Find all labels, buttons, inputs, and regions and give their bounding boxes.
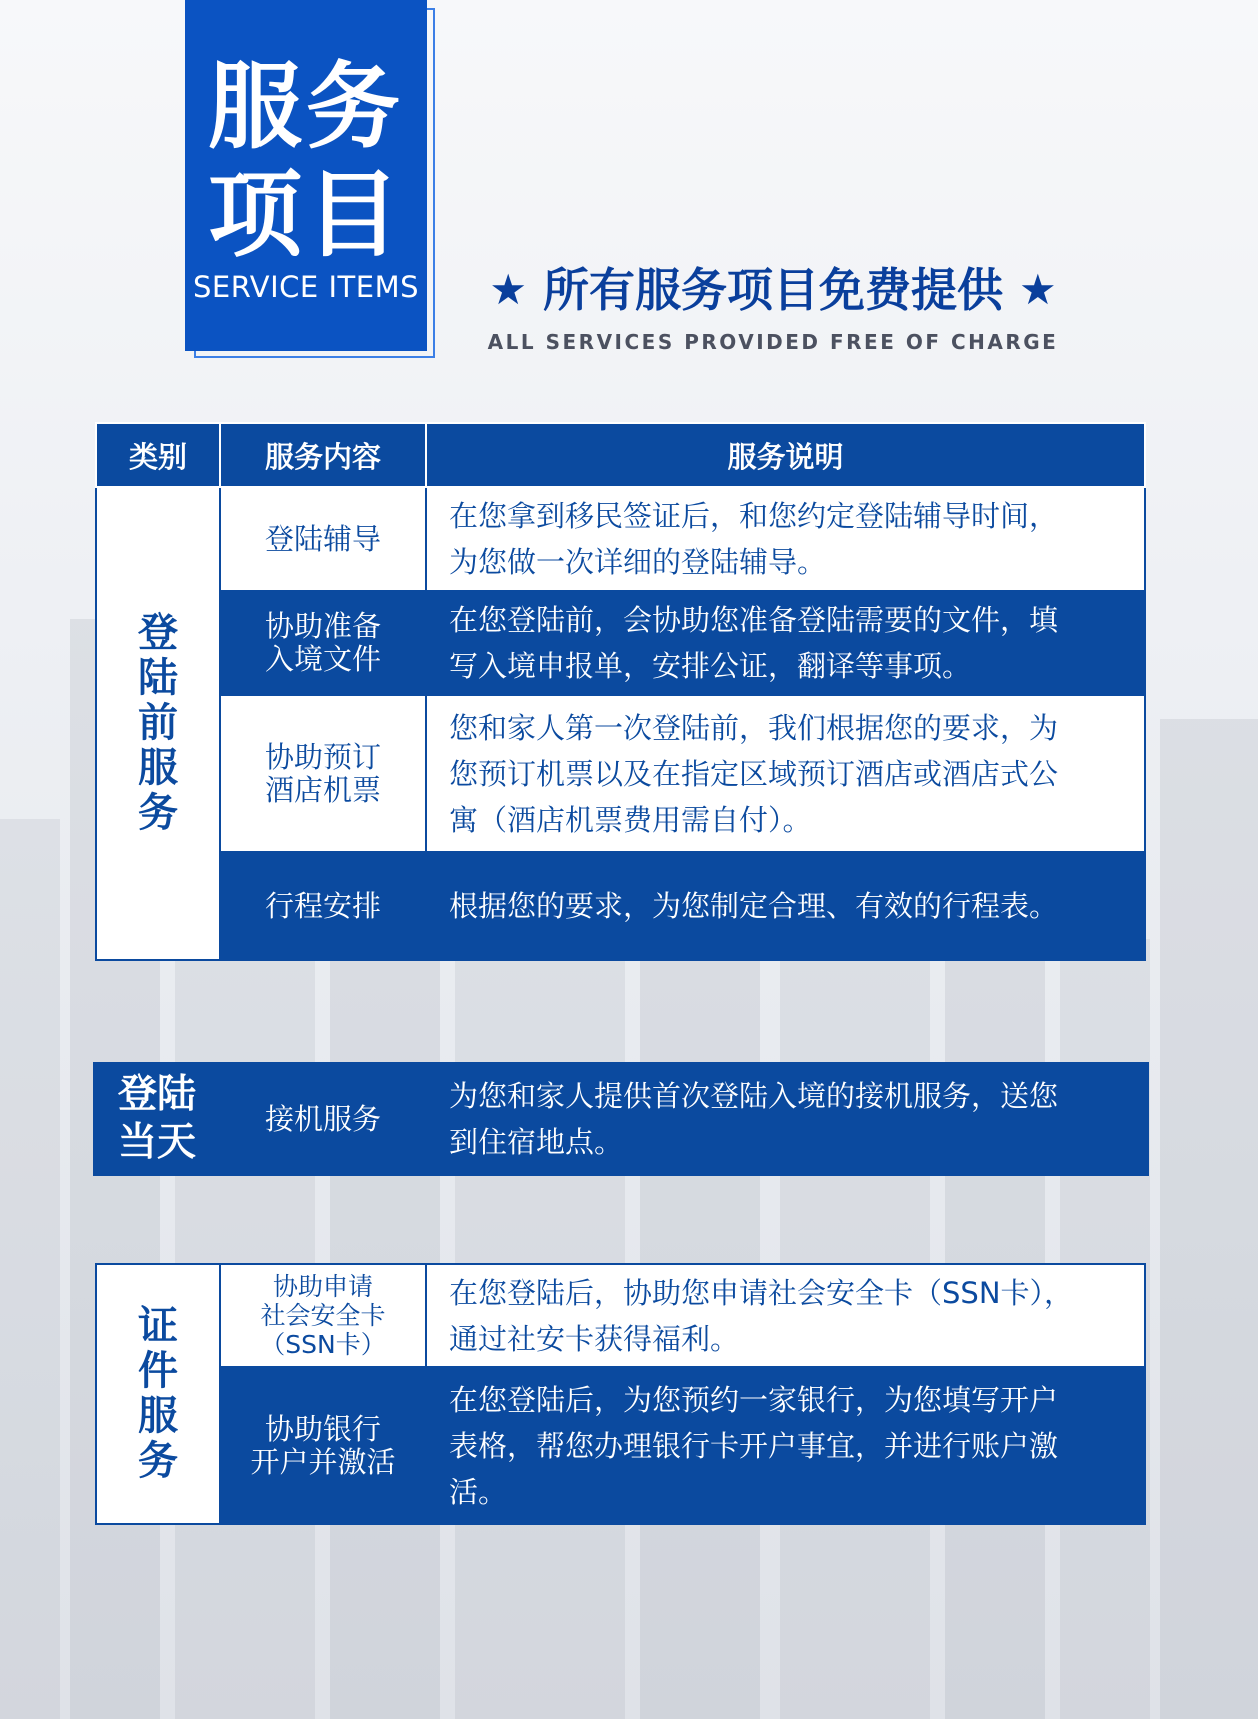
description-cell: 在您登陆后，协助您申请社会安全卡（SSN卡）， 通过社安卡获得福利。 <box>426 1264 1145 1367</box>
title-line-2: 项目 <box>207 161 404 270</box>
service-cell: 行程安排 <box>220 852 426 960</box>
category-documents: 证件服务 <box>96 1264 220 1524</box>
services-table-landing-day <box>93 1062 1149 1176</box>
header-description: 服务说明 <box>426 423 1145 487</box>
headline-text-row <box>468 258 1078 322</box>
service-cell: 协助预订 酒店机票 <box>220 695 426 852</box>
category-pre-landing: 登陆前服务 <box>96 487 220 960</box>
headline-subtitle: ALL SERVICES PROVIDED FREE OF CHARGE <box>487 330 1059 354</box>
service-cell: 协助银行 开户并激活 <box>220 1367 426 1524</box>
services-table-pre-landing <box>95 422 1146 961</box>
table-row <box>96 487 1145 591</box>
table-row <box>96 1264 1145 1367</box>
star-icon-left: ★ <box>489 265 527 314</box>
description-cell: 根据您的要求，为您制定合理、有效的行程表。 <box>426 852 1145 960</box>
service-cell: 接机服务 <box>220 1063 426 1175</box>
title-line-1: 服务 <box>207 53 404 162</box>
header-service: 服务内容 <box>220 423 426 487</box>
headline-text: 所有服务项目免费提供 <box>543 263 1003 317</box>
service-cell: 登陆辅导 <box>220 487 426 591</box>
description-cell: 在您拿到移民签证后，和您约定登陆辅导时间， 为您做一次详细的登陆辅导。 <box>426 487 1145 591</box>
table-row <box>96 852 1145 960</box>
star-icon-right: ★ <box>1019 265 1057 314</box>
table-header-row <box>96 423 1145 487</box>
table-row <box>96 695 1145 852</box>
header-category: 类别 <box>96 423 220 487</box>
table-row <box>96 591 1145 695</box>
description-cell: 在您登陆后，为您预约一家银行，为您填写开户 表格，帮您办理银行卡开户事宜，并进行账户激 活。 <box>426 1367 1145 1524</box>
category-landing-day: 登陆 当天 <box>94 1063 220 1175</box>
service-cell: 协助申请 社会安全卡 （SSN卡） <box>220 1264 426 1367</box>
services-table-documents <box>95 1263 1146 1525</box>
title-block <box>185 0 427 351</box>
description-cell: 在您登陆前，会协助您准备登陆需要的文件，填 写入境申报单，安排公证，翻译等事项。 <box>426 591 1145 695</box>
service-cell: 协助准备 入境文件 <box>220 591 426 695</box>
description-cell: 为您和家人提供首次登陆入境的接机服务，送您 到住宿地点。 <box>426 1063 1148 1175</box>
title-english: SERVICE ITEMS <box>193 270 419 304</box>
table-row <box>96 1367 1145 1524</box>
headline <box>468 258 1078 354</box>
table-row <box>94 1063 1148 1175</box>
description-cell: 您和家人第一次登陆前，我们根据您的要求，为 您预订机票以及在指定区域预订酒店或酒店式公 寓（酒店机票费用需自付）。 <box>426 695 1145 852</box>
